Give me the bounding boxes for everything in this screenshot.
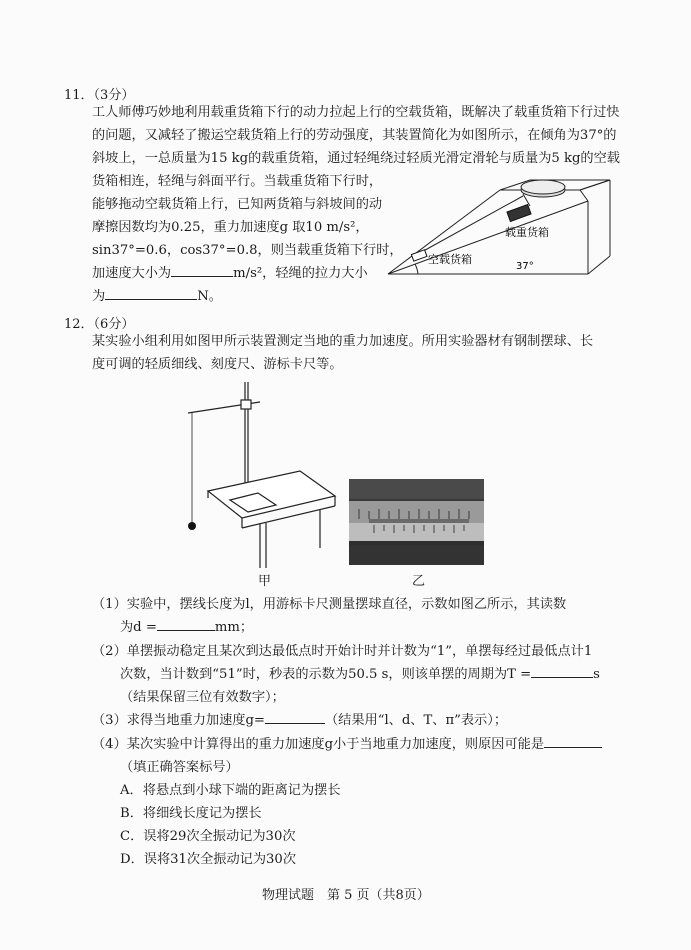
q11-line-5: 能够拖动空载货箱上行，已知两货箱与斜坡间的动: [92, 197, 383, 212]
q12-period-unit: s: [593, 667, 600, 682]
q12-part3: [92, 709, 507, 732]
pulley-top: [521, 180, 565, 194]
q11-line-7: sin37°=0.6，cos37°=0.8，则当载重货箱下行时，: [92, 243, 403, 258]
q11-tension-prefix: 为: [92, 289, 106, 304]
heavy-box: [507, 205, 531, 222]
q12-option-d[interactable]: D．误将31次全振动记为30次: [120, 852, 297, 867]
q11-tension-blank[interactable]: [105, 285, 197, 300]
q12-option-c[interactable]: C．误将29次全振动记为30次: [120, 829, 296, 844]
q12-part2-line3: （结果保留三位有效数字）；: [120, 690, 285, 705]
q11-line-9: [92, 285, 222, 308]
q12-part2-line2: [120, 663, 600, 686]
incline-surface: [388, 201, 588, 274]
incline-figure: [380, 176, 620, 286]
q12-period-prefix: 次数，当计数到“51”时，秒表的示数为50.5 s，则该单摆的周期为T =: [120, 667, 532, 682]
q11-line-2: 的问题，又减轻了搬运空载货箱上行的劳动强度，其装置简化为如图所示，在倾角为37°的: [92, 128, 617, 143]
angle-arc: [415, 264, 418, 274]
q11-accel-suffix: m/s²，轻绳的拉力大小: [233, 266, 368, 281]
q12-d-blank[interactable]: [157, 616, 215, 631]
pendulum-apparatus-figure: [180, 378, 340, 568]
q11-number: 11．（3分）: [64, 88, 135, 103]
figure-a-label: 甲: [258, 574, 272, 589]
vernier-scale-image: [349, 479, 484, 565]
q12-part4-line2: （填正确答案标号）: [120, 760, 239, 775]
q11-line-1: 工人师傅巧妙地利用载重货箱下行的动力拉起上行的空载货箱，既解决了载重货箱下行过快: [92, 105, 620, 120]
q12-g-prefix: （3）求得当地重力加速度g=: [92, 713, 265, 728]
q11-line-6: 摩擦因数均为0.25，重力加速度g 取10 m/s²，: [92, 220, 369, 235]
page-footer: 物理试题 第 5 页（共8页）: [262, 888, 430, 903]
q11-tension-suffix: N。: [197, 289, 222, 304]
q12-period-blank[interactable]: [531, 663, 593, 678]
q12-number: 12．（6分）: [64, 317, 135, 332]
q12-part2-line1: （2）单摆振动稳定且某次到达最低点时开始计时并计数为“1”，单摆每经过最低点计1: [92, 644, 593, 659]
q12-option-b[interactable]: B．将细线长度记为摆长: [120, 806, 262, 821]
q11-accel-prefix: 加速度大小为: [92, 266, 172, 281]
q12-option-a[interactable]: A．将悬点到小球下端的距离记为摆长: [120, 783, 341, 798]
q12-part4-line1: [92, 733, 602, 756]
vernier-caliper-photo: [349, 479, 484, 565]
q12-reason-blank[interactable]: [544, 733, 602, 748]
figure-b-label: 乙: [412, 574, 426, 589]
light-box: [411, 250, 427, 261]
q12-g-blank[interactable]: [265, 709, 325, 724]
q12-part1-line2: [120, 616, 253, 639]
q11-line-4: 货箱相连，轻绳与斜面平行。当载重货箱下行时，: [92, 174, 383, 189]
q11-line-3: 斜坡上，一总质量为15 kg的载重货箱，通过轻绳绕过轻质光滑定滑轮与质量为5 kg的空载: [92, 151, 620, 166]
q12-g-suffix: （结果用“l、d、T、π”表示）；: [324, 713, 508, 728]
rope-light: [418, 196, 523, 254]
q12-part1-line1: （1）实验中，摆线长度为l，用游标卡尺测量摆球直径，示数如图乙所示，其读数: [92, 597, 567, 612]
pendulum-bob: [188, 522, 196, 530]
light-box-label: 空载货箱: [428, 253, 472, 266]
q12-intro-1: 某实验小组利用如图甲所示装置测定当地的重力加速度。所用实验器材有钢制摆球、长: [92, 334, 594, 349]
q12-d-prefix: 为d =: [120, 620, 157, 635]
heavy-box-label: 载重货箱: [505, 226, 549, 239]
q12-intro-2: 度可调的轻质细线、刻度尺、游标卡尺等。: [92, 357, 343, 372]
q11-accel-blank[interactable]: [171, 262, 233, 277]
angle-label: 37°: [516, 261, 534, 272]
q12-d-unit: mm；: [214, 620, 254, 635]
q11-line-8: [92, 262, 368, 285]
q12-reason-prefix: （4）某次实验中计算得出的重力加速度g小于当地重力加速度，则原因可能是: [92, 737, 545, 752]
